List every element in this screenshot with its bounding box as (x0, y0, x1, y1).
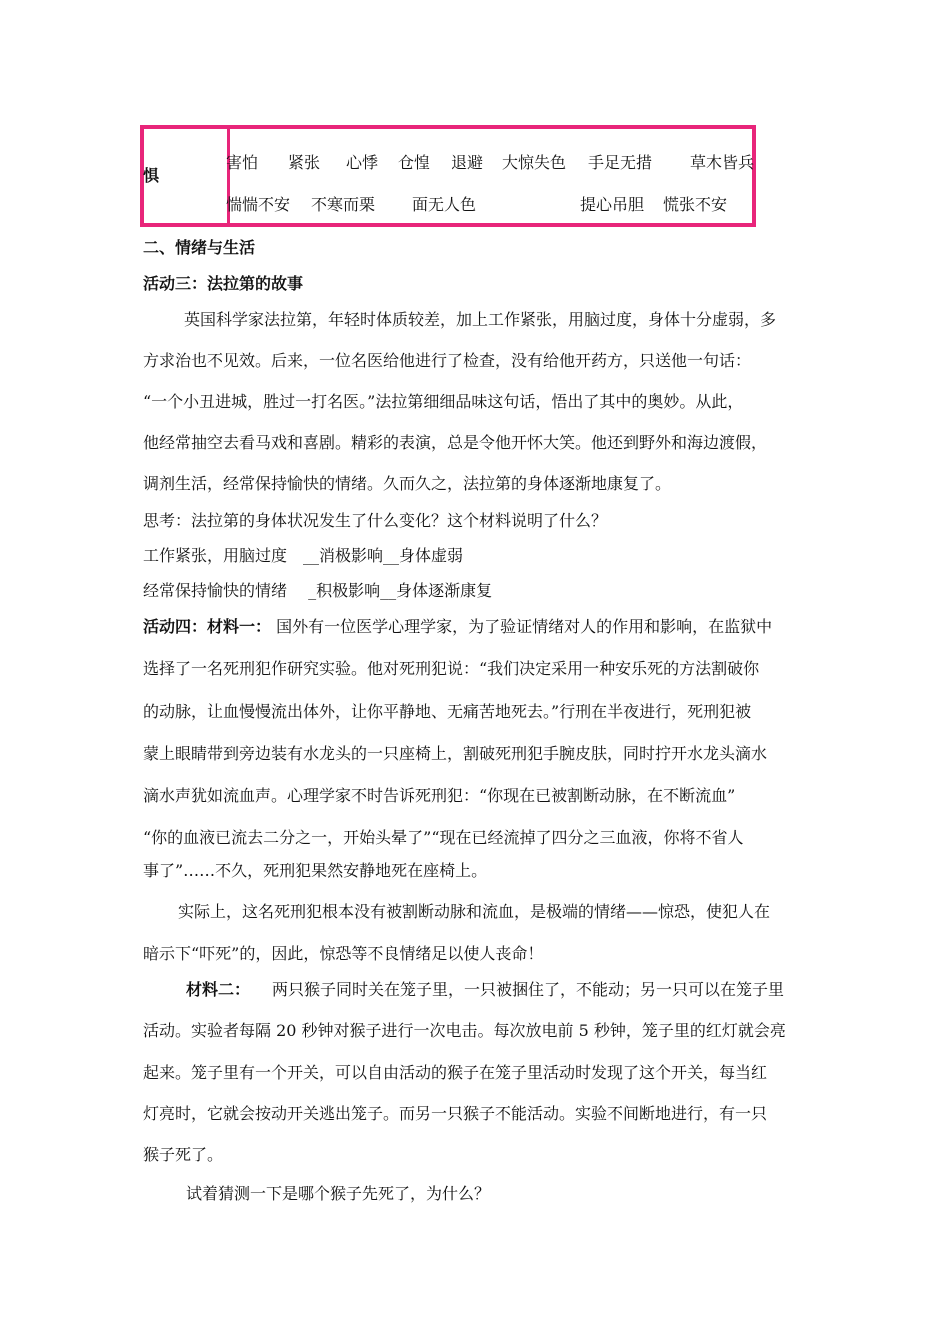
paragraph-line: 猴子死了。 (143, 1145, 224, 1164)
activity4-label: 活动四：材料一： (143, 617, 272, 636)
table-word: 心悸 (346, 153, 379, 172)
paragraph-line: 英国科学家法拉第，年轻时体质较差，加上工作紧张，用脑过度，身体十分虚弱，多 (184, 310, 777, 329)
activity3-title: 活动三：法拉第的故事 (143, 274, 304, 293)
table-word: 面无人色 (412, 195, 477, 214)
answer-line: 经常保持愉快的情绪 _积极影响__身体逐渐康复 (143, 581, 493, 600)
material2-first-line (186, 980, 784, 1000)
conclusion-line: 实际上，这名死刑犯根本没有被割断动脉和流血，是极端的情绪——惊恐，使犯人在 (178, 902, 771, 921)
paragraph-line: “一个小丑进城，胜过一打名医。”法拉第细细品味这句话，悟出了其中的奥妙。从此， (143, 392, 744, 411)
question: 思考：法拉第的身体状况发生了什么变化？这个材料说明了什么？ (143, 511, 608, 530)
table-word: 仓惶 (398, 153, 431, 172)
table-word: 害怕 (226, 153, 259, 172)
table-word: 大惊失色 (502, 153, 567, 172)
paragraph-line: 起来。笼子里有一个开关，可以自由活动的猴子在笼子里活动时发现了这个开关，每当红 (143, 1063, 768, 1082)
final-question: 试着猜测一下是哪个猴子先死了，为什么？ (186, 1184, 491, 1203)
table-word: 慌张不安 (663, 195, 728, 214)
table-word: 不寒而栗 (311, 195, 376, 214)
paragraph-line: 事了”……不久，死刑犯果然安静地死在座椅上。 (143, 861, 488, 880)
paragraph-line: 调剂生活，经常保持愉快的情绪。久而久之，法拉第的身体逐渐地康复了。 (143, 474, 672, 493)
material2-first-text: 两只猴子同时关在笼子里，一只被捆住了，不能动；另一只可以在笼子里 (272, 980, 785, 999)
paragraph-line: 蒙上眼睛带到旁边装有水龙头的一只座椅上，割破死刑犯手腕皮肤，同时拧开水龙头滴水 (143, 744, 768, 763)
paragraph-line: 活动。实验者每隔 20 秒钟对猴子进行一次电击。每次放电前 5 秒钟，笼子里的红灯就会亮 (143, 1021, 786, 1040)
paragraph-line: 方求治也不见效。后来，一位名医给他进行了检查，没有给他开药方，只送他一句话： (143, 351, 752, 370)
activity4-first-line (143, 617, 772, 637)
activity4-line-rest: 国外有一位医学心理学家，为了验证情绪对人的作用和影响，在监狱中 (271, 617, 773, 636)
table-word: 惴惴不安 (226, 195, 291, 214)
table-word: 手足无措 (588, 153, 653, 172)
answer-line: 工作紧张，用脑过度 __消极影响__身体虚弱 (143, 546, 464, 565)
table-category: 惧 (143, 166, 160, 185)
paragraph-line: 灯亮时，它就会按动开关逃出笼子。而另一只猴子不能活动。实验不间断地进行，有一只 (143, 1104, 768, 1123)
material2-label: 材料二： (186, 980, 251, 999)
paragraph-line: 的动脉，让血慢慢流出体外，让你平静地、无痛苦地死去。”行刑在半夜进行，死刑犯被 (143, 702, 752, 721)
conclusion-line: 暗示下“吓死”的，因此，惊恐等不良情绪足以使人丧命！ (143, 944, 544, 963)
paragraph-line: 选择了一名死刑犯作研究实验。他对死刑犯说：“我们决定采用一种安乐死的方法割破你 (143, 659, 760, 678)
paragraph-line: 滴水声犹如流血声。心理学家不时告诉死刑犯：“你现在已被割断动脉，在不断流血” (143, 786, 736, 805)
table-word: 退避 (451, 153, 484, 172)
table-word: 草木皆兵 (690, 153, 755, 172)
section-heading: 二、情绪与生活 (143, 238, 256, 257)
paragraph-line: “你的血液已流去二分之一，开始头晕了”“现在已经流掉了四分之三血液，你将不省人 (143, 828, 744, 847)
paragraph-line: 他经常抽空去看马戏和喜剧。精彩的表演，总是令他开怀大笑。他还到野外和海边渡假， (143, 433, 768, 452)
table-word: 提心吊胆 (580, 195, 645, 214)
table-word: 紧张 (288, 153, 321, 172)
